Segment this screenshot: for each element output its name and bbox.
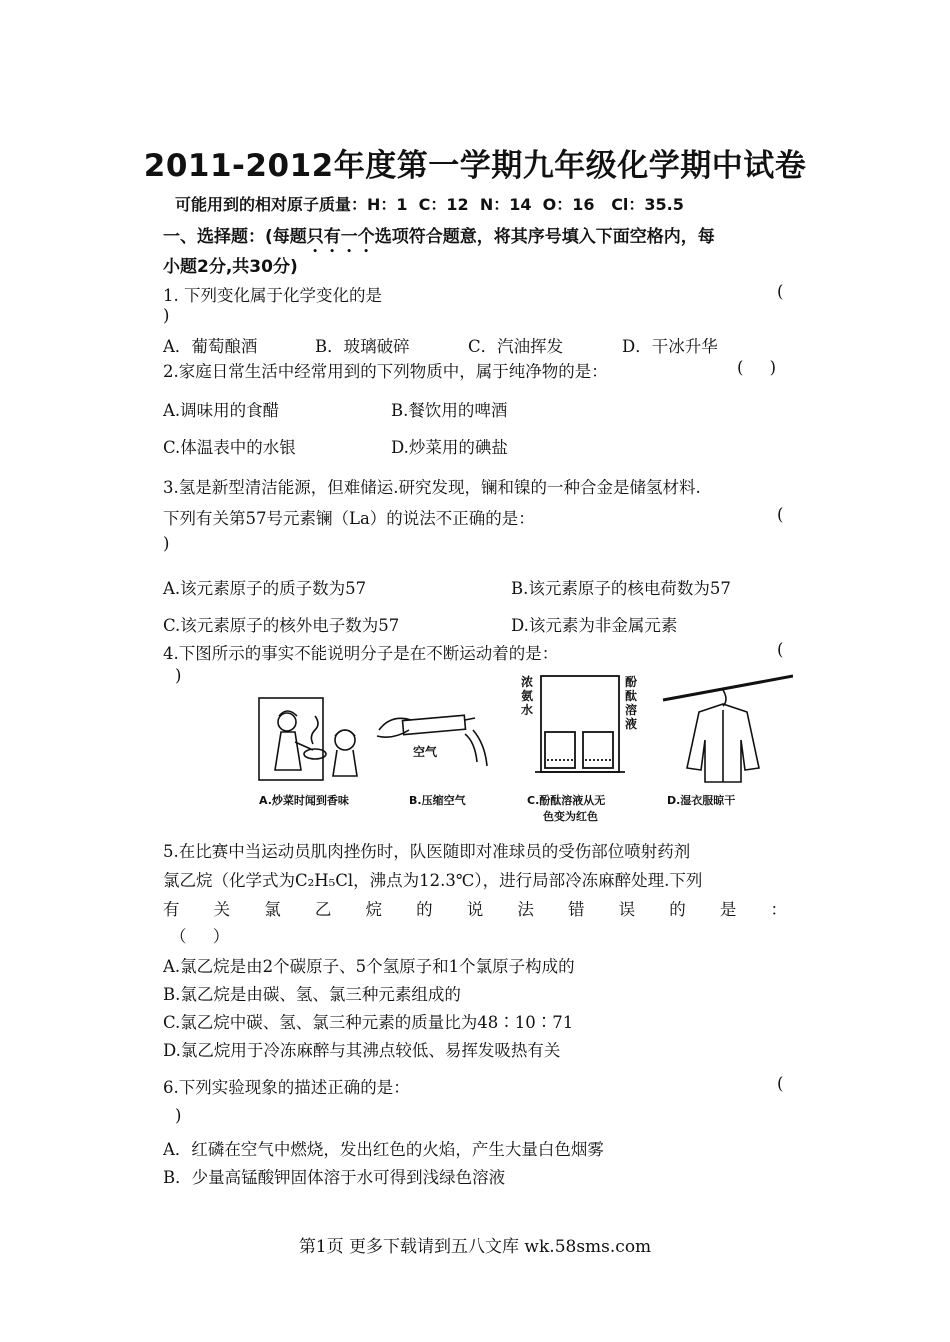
caption-d: D.湿衣服晾干 [667,794,736,807]
label-ammonia-1: 浓 [521,675,534,689]
q1-option-b: B．玻璃破碎 [315,337,410,356]
figure-a-cooking [259,698,357,780]
label-air: 空气 [413,745,438,759]
q3-paren-open: ( [777,505,784,524]
section-heading-emphasis: 只有一个 [306,227,375,247]
q5-stem-line2: 氯乙烷（化学式为C₂H₅Cl，沸点为12.3℃），进行局部冷冻麻醉处理.下列 [163,871,703,890]
q5-option-b: B.氯乙烷是由碳、氢、氯三种元素组成的 [163,985,461,1004]
caption-b: B.压缩空气 [409,794,466,807]
caption-a: A.炒菜时闻到香味 [259,794,349,807]
figure-c-beakers [535,676,625,772]
q5-char: 说 [466,900,484,919]
q5-stem-line1: 5.在比赛中当运动员肌肉挫伤时，队医随即对准球员的受伤部位喷射药剂 [163,842,691,861]
bell-jar [541,676,619,772]
beaker-ammonia [545,732,575,768]
q5-option-d: D.氯乙烷用于冷冻麻醉与其沸点较低、易挥发吸热有关 [163,1041,561,1060]
q3-option-c: C.该元素原子的核外电子数为57 [163,616,400,635]
q3-paren-close: ) [163,534,170,553]
q5-char: ： [770,900,787,919]
q1-option-d: D．干冰升华 [622,337,718,356]
q4-paren-open: ( [777,640,784,659]
q5-char: 有 [163,900,180,919]
q5-option-c: C.氯乙烷中碳、氢、氯三种元素的质量比为48∶10∶71 [163,1013,574,1032]
q3-option-b: B.该元素原子的核电荷数为57 [511,579,731,598]
q5-char: 的 [669,900,686,919]
syringe-tip [465,718,475,720]
cook-body [275,732,301,770]
section-heading-post: 选项符合题意，将其序号填入下面空格内，每 [374,227,715,247]
atomic-mass-line: 可能用到的相对原子质量：H：1 C：12 N：14 O：16 Cl：35.5 [175,195,684,214]
q5-char: 误 [618,900,636,919]
q5-char: 的 [416,900,433,919]
label-ammonia-2: 氨 [521,689,534,703]
label-phenol-4: 液 [625,717,638,731]
q2-option-a: A.调味用的食醋 [163,401,280,420]
q3-option-d: D.该元素为非金属元素 [511,616,678,635]
q5-option-a: A.氯乙烷是由2个碳原子、5个氢原子和1个氯原子构成的 [163,957,575,976]
q5-char: 烷 [365,900,382,919]
q4-stem: 4.下图所示的事实不能说明分子是在不断运动着的是： [163,644,559,663]
q2-paren: ( ) [737,358,777,377]
q2-option-d: D.炒菜用的碘盐 [391,438,508,457]
q5-char: 法 [517,900,534,919]
beaker-phenolphthalein [583,732,613,768]
q1-stem: 1. 下列变化属于化学变化的是 [163,286,382,305]
q4-figure [253,670,793,828]
window-frame [259,698,323,780]
q5-stem-line3 [163,896,787,920]
q5-char: 是 [719,900,737,919]
right-hand [473,730,487,766]
q3-stem-line1: 3.氢是新型清洁能源，但难储运.研究发现，镧和镍的一种合金是储氢材料. [163,478,701,497]
q2-stem: 2.家庭日常生活中经常用到的下列物质中，属于纯净物的是： [163,362,608,381]
q1-paren-close: ) [163,306,170,325]
q2-option-b: B.餐饮用的啤酒 [391,401,508,420]
q5-char: 关 [213,900,231,919]
cook-head [278,713,296,731]
section-heading-line2: 小题2分,共30分) [163,257,298,277]
q3-stem-line2: 下列有关第57号元素镧（La）的说法不正确的是： [163,509,535,528]
label-phenol-1: 酚 [625,675,638,689]
child-body [333,750,357,776]
label-phenolphthalein [625,674,638,731]
q4-paren-close: ) [175,666,182,685]
aroma-steam [311,716,318,744]
label-phenol-2: 酞 [625,689,638,703]
q1-paren-open: ( [777,282,784,301]
caption-c-line1: C.酚酞溶液从无 [527,794,606,807]
q6-option-b: B．少量高锰酸钾固体溶于水可得到浅绿色溶液 [163,1168,506,1187]
q6-stem: 6.下列实验现象的描述正确的是： [163,1078,410,1097]
label-phenol-3: 溶 [625,703,638,717]
child-hair [335,730,355,736]
q6-option-a: A．红磷在空气中燃烧，发出红色的火焰，产生大量白色烟雾 [163,1140,604,1159]
q3-option-a: A.该元素原子的质子数为57 [163,579,367,598]
q2-option-c: C.体温表中的水银 [163,438,296,457]
caption-c-line2: 色变为红色 [543,810,598,823]
q6-paren-close: ) [175,1106,182,1125]
q1-option-a: A．葡萄酿酒 [163,337,258,356]
q5-char: 错 [568,900,585,919]
figure-d-shirt [663,676,793,782]
q5-char: 氯 [264,900,281,919]
drying-pole [663,676,793,700]
page-title: 2011-2012年度第一学期九年级化学期中试卷 [143,148,807,184]
label-ammonia [521,674,533,717]
page-footer: 第1页 更多下载请到五八文库 wk.58sms.com [298,1237,652,1257]
syringe-barrel [403,715,466,734]
q5-paren: （ ） [170,927,230,946]
q6-paren-open: ( [777,1074,784,1093]
label-ammonia-3: 水 [521,703,534,717]
section-heading-pre: 一、选择题：(每题 [163,227,307,247]
q5-char: 乙 [314,900,332,919]
right-hand-finger [465,734,477,762]
q1-option-c: C．汽油挥发 [468,337,564,356]
